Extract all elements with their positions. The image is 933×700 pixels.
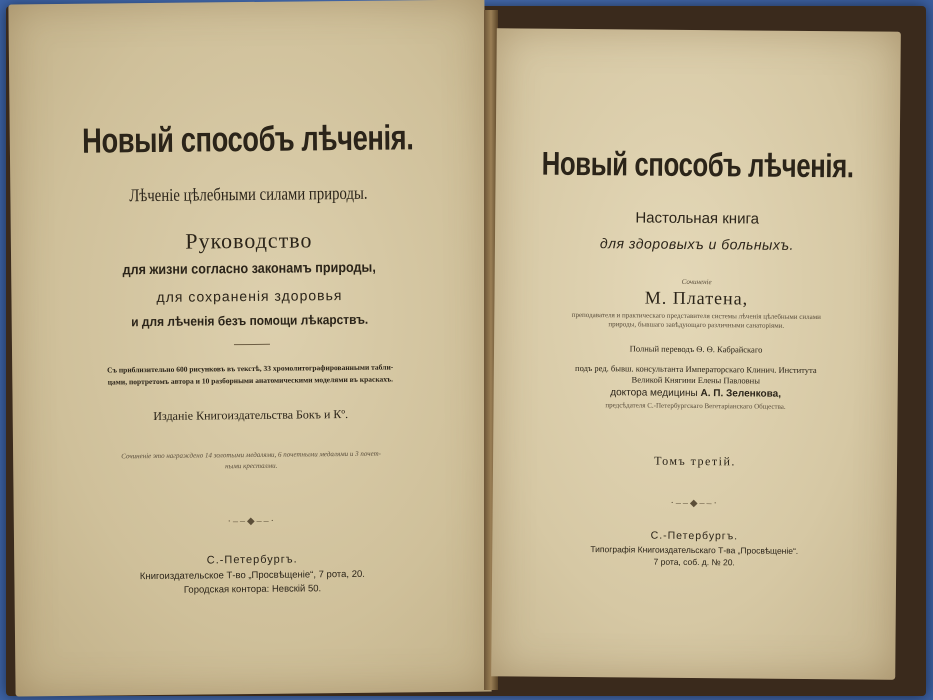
right-author: М. Платена, <box>644 287 749 309</box>
left-awards-2: ными кресталми. <box>225 461 278 471</box>
right-editor-name: А. П. Зеленкова, <box>700 388 782 400</box>
left-awards-1: Сочиненіе это награждено 14 золотыми медалями, 6 почетными медалями и 3 почет- <box>121 449 382 461</box>
right-author-desc-2: природы, бывшаго завѣдующаго различными санаторіями. <box>608 320 785 330</box>
right-editor-prefix: доктора медицины <box>610 387 698 400</box>
right-subtitle: Настольная книга <box>635 209 760 228</box>
left-city: С.-Петербургъ. <box>206 553 298 567</box>
right-author-label: Сочиненіе <box>681 277 712 287</box>
right-author-desc-1: преподавателя и практическаго представителя системы лѣченія цѣлебными силами <box>571 310 821 322</box>
left-ornament: ·‒‒◆‒‒· <box>227 515 277 528</box>
right-editor-line <box>494 386 898 401</box>
left-address-2: Городская контора: Невскій 50. <box>183 583 322 596</box>
left-publisher-line: Изданіе Книгоиздательства Бокъ и Кº. <box>153 406 349 424</box>
left-line-3: и для лѣченія безъ помощи лѣкарствъ. <box>131 311 369 330</box>
left-line-1: для жизни согласно законамъ природы, <box>122 258 376 278</box>
left-note-2: цами, портретомъ автора и 10 разборными анатомическими моделями въ краскахъ. <box>107 374 394 387</box>
right-city: С.-Петербургъ. <box>650 529 739 543</box>
left-rule <box>234 344 270 345</box>
right-translation: Полный переводъ Ѳ. Ѳ. Кабрайскаго <box>629 343 763 355</box>
right-editor-1: подъ ред. бывш. консультанта Императорскаго Клинич. Института <box>575 362 817 376</box>
right-editor-2: Великой Княгини Елены Павловны <box>631 374 761 386</box>
right-subtitle-2: для здоровыхъ и больныхъ. <box>599 235 795 253</box>
left-title: Новый способъ лѣченія. <box>81 118 414 161</box>
left-line-2: для сохраненія здоровья <box>156 287 343 305</box>
right-page <box>491 28 901 680</box>
right-printer-1: Типографія Книгоиздательскаго Т-ва „Просвѣщеніе“. <box>590 544 799 556</box>
left-note-1: Съ приблизительно 600 рисунковъ въ текстѣ, 33 хромолитографированными табли- <box>107 362 394 375</box>
left-page <box>8 0 491 696</box>
right-editor-desc: предсѣдателя С.-Петербургскаго Вегетаріанскаго Общества. <box>605 401 786 411</box>
left-heading: Руководство <box>185 227 313 254</box>
right-volume: Томъ третій. <box>654 453 736 469</box>
right-ornament: ·‒‒◆‒‒· <box>670 497 719 510</box>
right-printer-2: 7 рота, соб. д. № 20. <box>653 556 735 568</box>
right-title: Новый способъ лѣченія. <box>541 144 854 185</box>
left-address-1: Книгоиздательское Т-во „Просвѣщеніе“, 7 рота, 20. <box>139 568 365 583</box>
left-subtitle: Лѣченіе цѣлебными силами природы. <box>129 182 368 206</box>
